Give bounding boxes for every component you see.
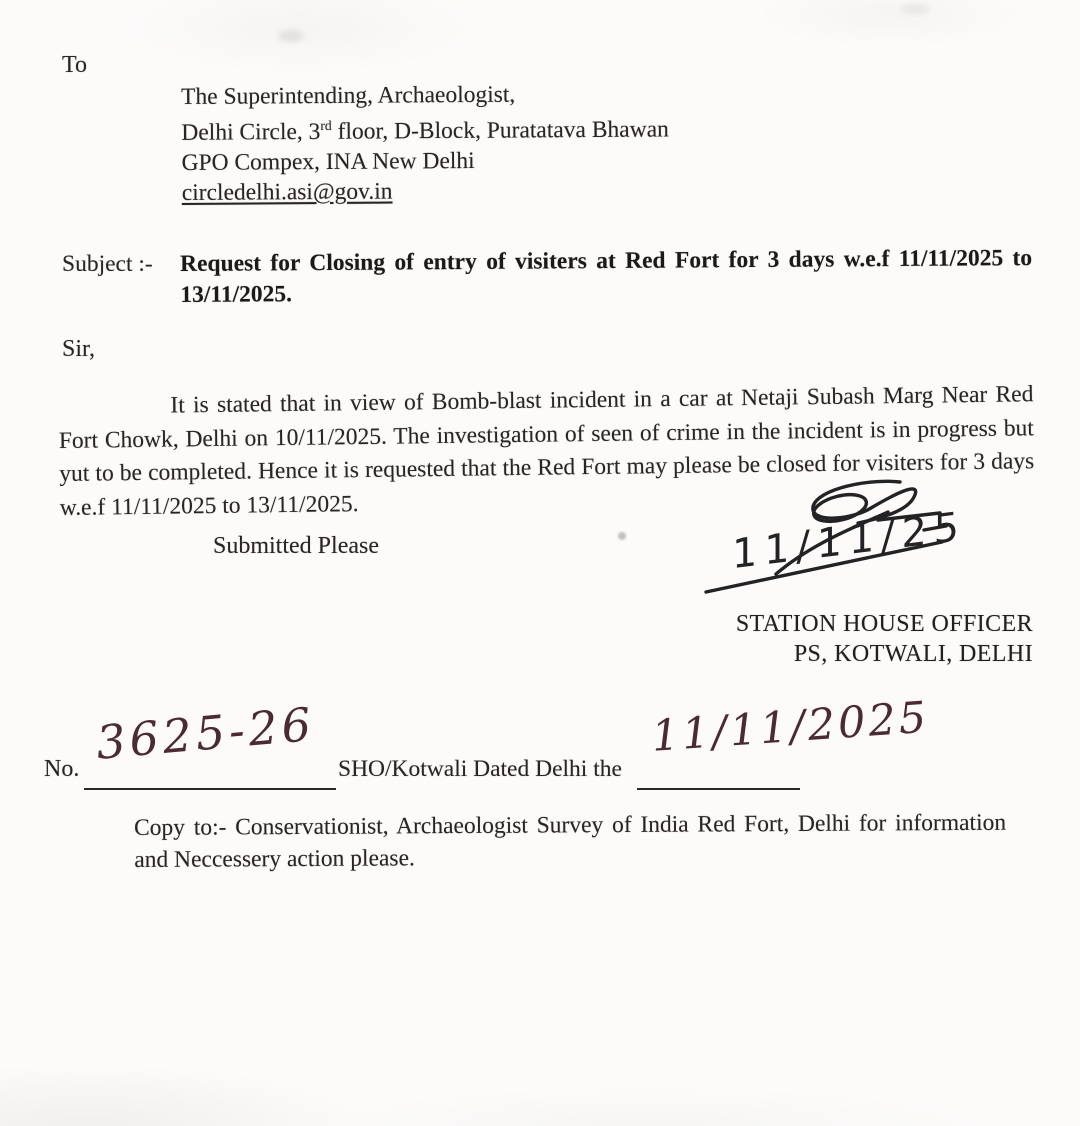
signatory-title: STATION HOUSE OFFICER xyxy=(735,611,1033,637)
ordinal-superscript: rd xyxy=(320,117,332,134)
scan-smudge xyxy=(278,30,304,42)
recipient-line-2: Delhi Circle, 3rd floor, D-Block, Puratatava Bhawan xyxy=(181,116,669,146)
scan-smudge xyxy=(900,4,930,14)
recipient-line-3: GPO Compex, INA New Delhi xyxy=(181,147,475,176)
subject-label: Subject :- xyxy=(62,251,153,277)
recipient-line-1: The Superintending, Archaeologist, xyxy=(181,81,516,110)
recipient-address-block xyxy=(181,79,669,208)
signature-scrawled-date: 11/11/25 xyxy=(732,503,966,579)
handwritten-date: 11/11/2025 xyxy=(650,692,931,762)
handwritten-reference-number: 3625-26 xyxy=(94,696,318,770)
signature-block xyxy=(690,466,1050,626)
body-paragraph: It is stated that in view of Bomb-blast incident in a car at Netaji Subash Marg Near Red Fort Chowk, Delhi on 10/11/2025. The investigation of seen of crime in the incident is in progress but yut to be completed. Hence it is requested that the Red Fort may please be closed for visiters for 3 days w.e.f 11/11/2025 to 13/11/2025. xyxy=(58,381,1035,521)
reference-no-label: No. xyxy=(44,756,80,782)
to-label: To xyxy=(62,52,87,78)
submitted-note: Submitted Please xyxy=(213,533,379,559)
copy-to-paragraph: Copy to:- Conservationist, Archaeologist Survey of India Red Fort, Delhi for information and Neccessery action please. xyxy=(134,809,1007,873)
reference-date-underline xyxy=(637,788,800,790)
subject-text: Request for Closing of entry of visiters at Red Fort for 3 days w.e.f 11/11/2025 to 13/11/2025. xyxy=(180,245,1033,308)
reference-no-underline xyxy=(84,788,336,790)
signatory-office: PS, KOTWALI, DELHI xyxy=(793,641,1033,667)
salutation: Sir, xyxy=(62,336,96,362)
recipient-email: circledelhi.asi@gov.in xyxy=(181,178,393,206)
reference-middle-text: SHO/Kotwali Dated Delhi the xyxy=(338,756,622,782)
scan-smudge xyxy=(618,532,626,540)
